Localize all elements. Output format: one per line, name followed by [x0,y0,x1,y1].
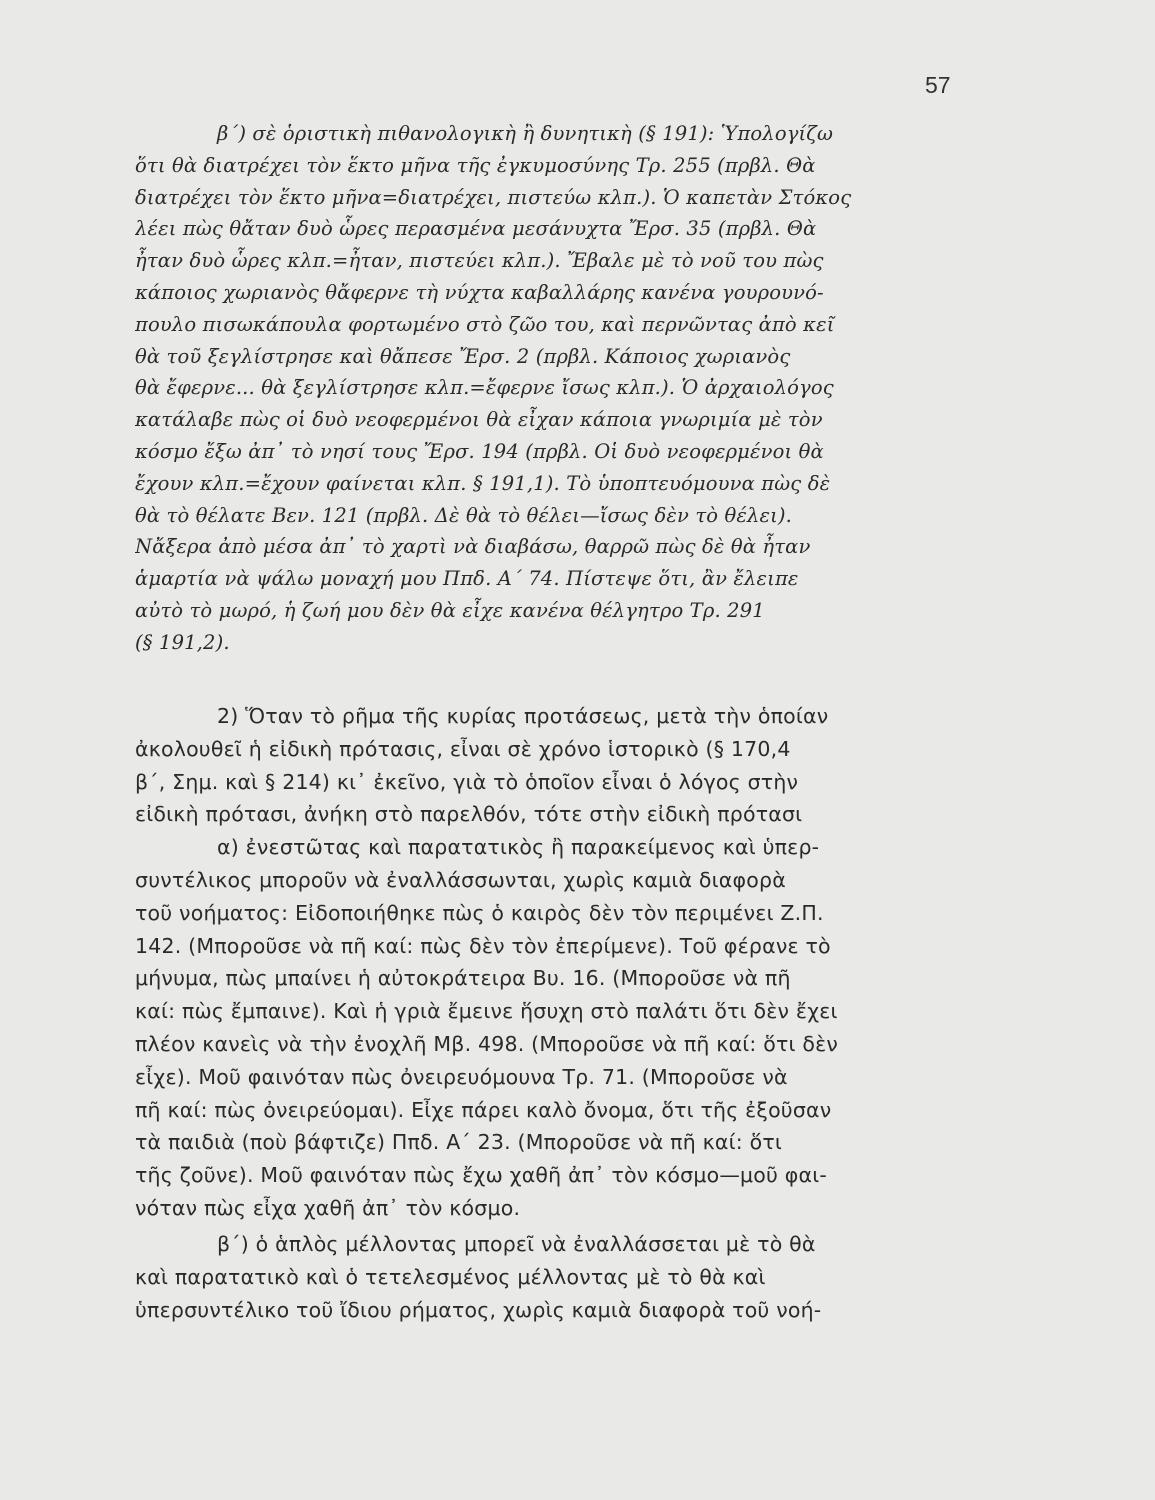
section-b1-examples [135,118,950,659]
text-line: ἀκολουθεῖ ἡ εἰδικὴ πρότασις, εἶναι σὲ χρόνο ἱστορικὸ (§ 170,4 [135,736,791,761]
section-b2-paragraph [135,1228,950,1326]
text-line: β΄, Σημ. καὶ § 214) κι᾽ ἐκεῖνο, γιὰ τὸ ὁποῖον εἶναι ὁ λόγος στὴν [135,769,799,794]
text-line: τῆς ζοῦνε). Μοῦ φαινόταν πὼς ἔχω χαθῆ ἀπ᾽ τὸν κόσμο—μοῦ φαι- [135,1163,827,1188]
section-2-paragraph [135,700,950,1225]
text-line: α) ἐνεστῶτας καὶ παρατατικὸς ἢ παρακείμενος καὶ ὑπερ- [217,835,820,860]
text-line: καί: πὼς ἔμπαινε). Καὶ ἡ γριὰ ἔμεινε ἥσυχη στὸ παλάτι ὅτι δὲν ἔχει [135,999,838,1024]
text-line: τὰ παιδιὰ (ποὺ βάφτιζε) Ππδ. Α΄ 23. (Μποροῦσε νὰ πῆ καί: ὅτι [135,1130,782,1155]
text-line: ἔχουν κλπ.=ἔχουν φαίνεται κλπ. § 191,1). Τὸ ὑποπτευόμουνα πὼς δὲ [135,471,831,495]
text-line: πῆ καί: πὼς ὀνειρεύομαι). Εἶχε πάρει καλὸ ὄνομα, ὅτι τῆς ἐξοῦσαν [135,1097,832,1122]
text-line: πλέον κανεὶς νὰ τὴν ἐνοχλῆ Μβ. 498. (Μποροῦσε νὰ πῆ καί: ὅτι δὲν [135,1031,839,1056]
page-number: 57 [925,72,951,98]
text-line: β΄) σὲ ὁριστικὴ πιθανολογικὴ ἢ δυνητικὴ (§ 191): Ὑπολογίζω [217,122,834,145]
text-line: καὶ παρατατικὸ καὶ ὁ τετελεσμένος μέλλοντας μὲ τὸ θὰ καὶ [135,1264,766,1289]
text-line: θὰ τοῦ ξεγλίστρησε καὶ θἄπεσε Ἔρσ. 2 (πρβλ. Κάποιος χωριανὸς [135,344,791,368]
text-line: ἁμαρτία νὰ ψάλω μοναχή μου Ππδ. Α΄ 74. Πίστεψε ὅτι, ἂν ἔλειπε [135,567,799,591]
text-line: (§ 191,2). [135,630,230,654]
text-line: Νἄξερα ἀπὸ μέσα ἀπ᾽ τὸ χαρτὶ νὰ διαβάσω, θαρρῶ πὼς δὲ θὰ ἦταν [135,535,811,559]
text-line: νόταν πὼς εἶχα χαθῆ ἀπ᾽ τὸν κόσμο. [135,1195,521,1220]
text-line: εἰδικὴ πρότασι, ἀνήκη στὸ παρελθόν, τότε στὴν εἰδικὴ πρότασι [135,802,803,827]
text-line: θὰ ἔφερνε... θὰ ξεγλίστρησε κλπ.=ἔφερνε ἴσως κλπ.). Ὁ ἀρχαιολόγος [135,376,834,400]
text-line: β΄) ὁ ἁπλὸς μέλλοντας μπορεῖ νὰ ἐναλλάσσεται μὲ τὸ θὰ [217,1232,816,1256]
text-line: πουλο πισωκάπουλα φορτωμένο στὸ ζῶο του, καὶ περνῶντας ἀπὸ κεῖ [135,312,835,336]
text-line: θὰ τὸ θέλατε Βεν. 121 (πρβλ. Δὲ θὰ τὸ θέλει—ἴσως δὲν τὸ θέλει). [135,503,793,527]
text-line: λέει πὼς θἄταν δυὸ ὧρες περασμένα μεσάνυχτα Ἔρσ. 35 (πρβλ. Θὰ [135,217,817,241]
text-line: διατρέχει τὸν ἕκτο μῆνα=διατρέχει, πιστεύω κλπ.). Ὁ καπετὰν Στόκος [135,185,852,209]
text-line: μήνυμα, πὼς μπαίνει ἡ αὐτοκράτειρα Βυ. 16. (Μποροῦσε νὰ πῆ [135,966,791,991]
text-line: συντέλικος μποροῦν νὰ ἐναλλάσσωνται, χωρὶς καμιὰ διαφορὰ [135,867,786,892]
text-line: ὑπερσυντέλικο τοῦ ἴδιου ρήματος, χωρὶς καμιὰ διαφορὰ τοῦ νοή- [135,1297,822,1322]
text-line: εἶχε). Μοῦ φαινόταν πὼς ὀνειρευόμουνα Τρ. 71. (Μποροῦσε νὰ [135,1064,788,1089]
text-line: 2) Ὅταν τὸ ρῆμα τῆς κυρίας προτάσεως, μετὰ τὴν ὁποίαν [217,704,829,728]
text-line: τοῦ νοήματος: Εἰδοποιήθηκε πὼς ὁ καιρὸς δὲν τὸν περιμένει Ζ.Π. [135,900,824,925]
text-line: 142. (Μποροῦσε νὰ πῆ καί: πὼς δὲν τὸν ἐπερίμενε). Τοῦ φέρανε τὸ [135,933,831,958]
text-line: κόσμο ἔξω ἀπ᾽ τὸ νησί τους Ἔρσ. 194 (πρβλ. Οἱ δυὸ νεοφερμένοι θὰ [135,439,824,463]
text-line: ἦταν δυὸ ὧρες κλπ.=ἦταν, πιστεύει κλπ.). Ἔβαλε μὲ τὸ νοῦ του πὼς [135,249,824,273]
text-line: κατάλαβε πὼς οἱ δυὸ νεοφερμένοι θὰ εἶχαν κάποια γνωριμία μὲ τὸν [135,408,823,432]
text-line: κάποιος χωριανὸς θἄφερνε τὴ νύχτα καβαλλάρης κανένα γουρουνό- [135,280,824,304]
text-line: αὐτὸ τὸ μωρό, ἡ ζωή μου δὲν θὰ εἶχε κανένα θέλγητρο Τρ. 291 [135,598,765,622]
text-line: ὅτι θὰ διατρέχει τὸν ἕκτο μῆνα τῆς ἐγκυμοσύνης Τρ. 255 (πρβλ. Θὰ [135,153,816,177]
